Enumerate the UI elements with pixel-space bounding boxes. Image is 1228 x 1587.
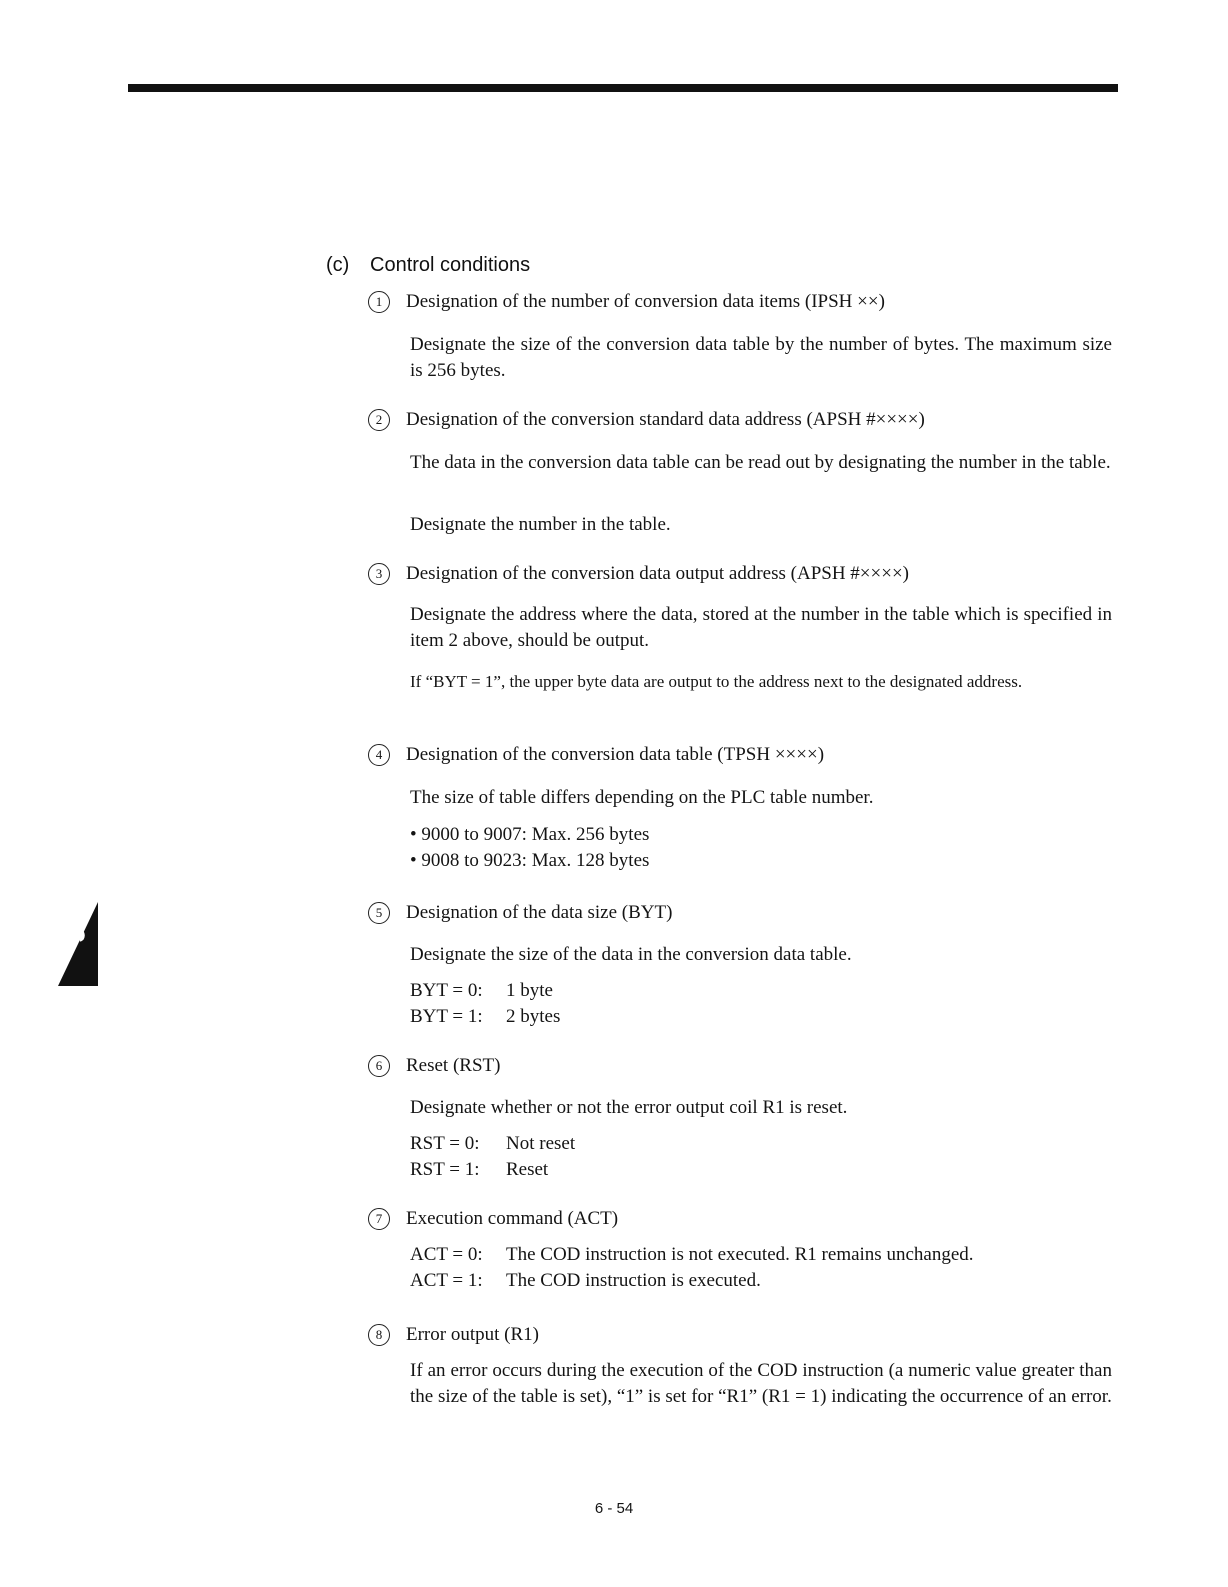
item-number-circle: 3 <box>368 563 390 585</box>
item-1-title <box>368 289 1128 315</box>
item-7-row-2 <box>410 1268 1112 1294</box>
item-number-circle: 6 <box>368 1055 390 1077</box>
page-number: 6 - 54 <box>594 1500 634 1517</box>
row-value: The COD instruction is not executed. R1 remains unchanged. <box>506 1244 974 1265</box>
item-5-paragraph: Designate the size of the data in the conversion data table. <box>410 944 852 965</box>
row-key: ACT = 0: <box>410 1244 483 1265</box>
item-6-row-1 <box>410 1131 1112 1157</box>
row-value: 2 bytes <box>506 1006 561 1027</box>
item-5-row-2 <box>410 1004 1112 1030</box>
item-number-circle: 5 <box>368 902 390 924</box>
item-2-paragraph-1: The data in the conversion data table can be read out by designating the number in the table. <box>410 452 1111 473</box>
section-label: (c) <box>326 254 350 276</box>
item-6-row-2 <box>410 1157 1112 1183</box>
item-6-title <box>368 1053 1128 1079</box>
row-key: RST = 1: <box>410 1159 480 1180</box>
item-5-title <box>368 900 1128 926</box>
row-key: ACT = 1: <box>410 1270 483 1291</box>
row-value: 1 byte <box>506 980 553 1001</box>
item-title-text: Designation of the conversion data output address (APSH #××××) <box>406 563 909 584</box>
row-value: Not reset <box>506 1133 576 1154</box>
item-number-circle: 7 <box>368 1208 390 1230</box>
item-3-paragraph-1: Designate the address where the data, stored at the number in the table which is specified in item 2 above, should be output. <box>410 604 1112 651</box>
row-key: RST = 0: <box>410 1133 480 1154</box>
item-4-bullet-1: • 9000 to 9007: Max. 256 bytes <box>410 824 650 845</box>
item-3-title <box>368 561 1128 587</box>
item-title-text: Execution command (ACT) <box>406 1208 619 1229</box>
item-title-text: Designation of the number of conversion data items (IPSH ××) <box>406 291 885 312</box>
item-4-title <box>368 742 1128 768</box>
row-key: BYT = 1: <box>410 1006 483 1027</box>
row-value: The COD instruction is executed. <box>506 1270 761 1291</box>
item-6-paragraph: Designate whether or not the error output coil R1 is reset. <box>410 1097 848 1118</box>
item-number-circle: 4 <box>368 744 390 766</box>
item-7-row-1 <box>410 1242 1112 1268</box>
item-4-bullet-2: • 9008 to 9023: Max. 128 bytes <box>410 850 650 871</box>
item-1-paragraph: Designate the size of the conversion data table by the number of bytes. The maximum size is 256 bytes. <box>410 334 1112 381</box>
item-8-paragraph: If an error occurs during the execution of the COD instruction (a numeric value greater than the size of the table is set), “1” is set for “R1” (R1 = 1) indicating the occurrence of an error. <box>410 1360 1112 1407</box>
item-title-text: Designation of the conversion data table (TPSH ××××) <box>406 744 825 765</box>
item-2-paragraph-2: Designate the number in the table. <box>410 514 671 535</box>
item-8-title <box>368 1322 1128 1348</box>
item-title-text: Designation of the conversion standard data address (APSH #××××) <box>406 409 925 430</box>
row-key: BYT = 0: <box>410 980 483 1001</box>
section-title: Control conditions <box>370 254 531 276</box>
item-number-circle: 8 <box>368 1324 390 1346</box>
item-title-text: Designation of the data size (BYT) <box>406 902 673 923</box>
item-3-paragraph-2: If “BYT = 1”, the upper byte data are output to the address next to the designated address. <box>410 672 1023 691</box>
item-5-row-1 <box>410 978 1112 1004</box>
item-7-title <box>368 1206 1128 1232</box>
row-value: Reset <box>506 1159 549 1180</box>
item-4-paragraph: The size of table differs depending on the PLC table number. <box>410 787 874 808</box>
item-number-circle: 1 <box>368 291 390 313</box>
item-title-text: Error output (R1) <box>406 1324 539 1345</box>
item-number-circle: 2 <box>368 409 390 431</box>
item-2-title <box>368 407 1128 433</box>
chapter-number: 6 <box>57 926 90 944</box>
item-title-text: Reset (RST) <box>406 1055 501 1076</box>
